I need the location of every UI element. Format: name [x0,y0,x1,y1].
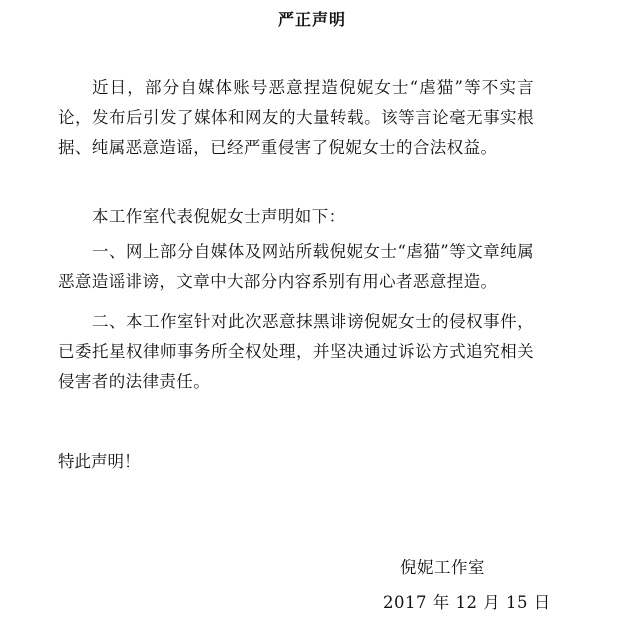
signature-studio: 倪妮工作室 [400,558,485,577]
intro-paragraph: 近日，部分自媒体账号恶意捏造倪妮女士“虐猫”等不实言论，发布后引发了媒体和网友的大量转载。该等言论毫无事实根据、纯属恶意造谣，已经严重侵害了倪妮女士的合法权益。 [58,78,534,157]
point-two-paragraph: 二、本工作室针对此次恶意抹黑诽谤倪妮女士的侵权事件，已委托星权律师事务所全权处理，并坚决通过诉讼方式追究相关侵害者的法律责任。 [58,312,534,391]
closing-line: 特此声明！ [58,452,141,471]
statement-title: 严正声明 [277,10,346,29]
statement-date: 2017 年 12 月 15 日 [383,593,551,612]
declaration-lead-paragraph: 本工作室代表倪妮女士声明如下： [92,207,346,226]
point-one-paragraph: 一、网上部分自媒体及网站所载倪妮女士“虐猫”等文章纯属恶意造谣诽谤，文章中大部分内容系别有用心者恶意捏造。 [58,242,534,291]
